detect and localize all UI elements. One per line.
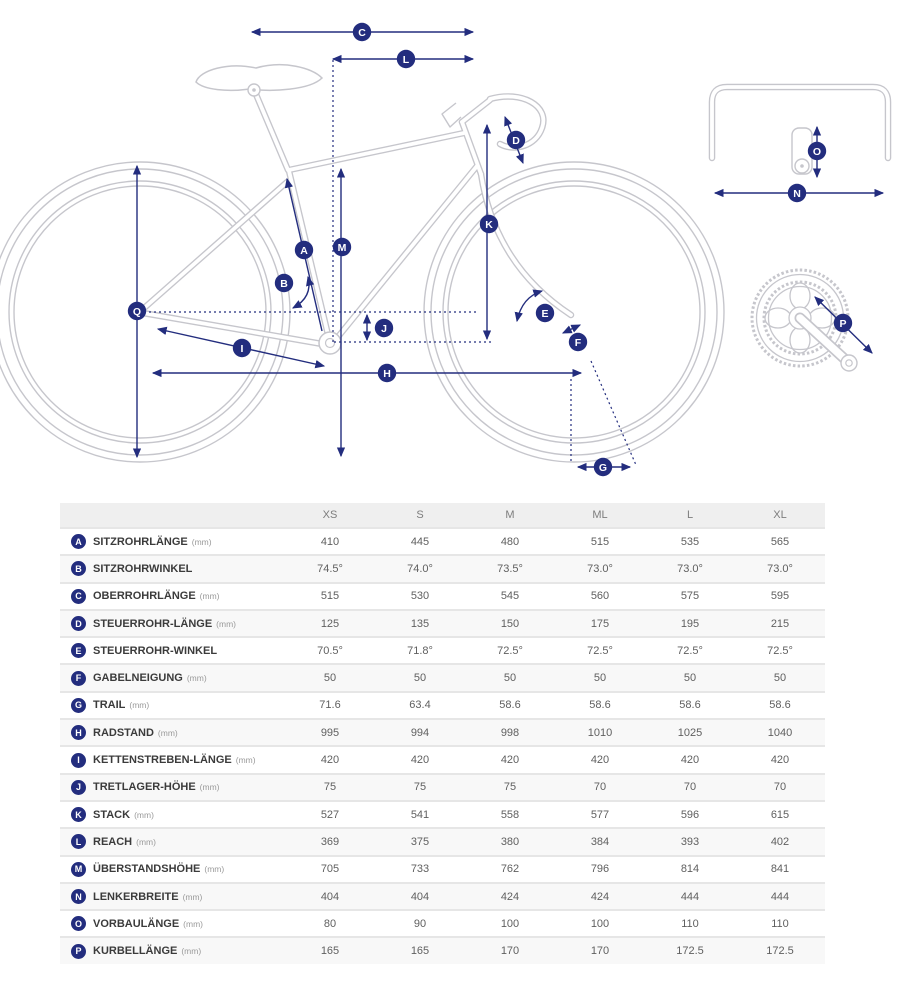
row-label: SITZROHRWINKEL [93, 562, 193, 575]
value-cell-f-s: 50 [413, 672, 427, 685]
table-row [60, 745, 825, 772]
value-cell-c-xl: 595 [770, 590, 790, 603]
row-label-cell [60, 944, 285, 959]
value-cell-i-m: 420 [500, 754, 520, 767]
value-cell-n-xl: 444 [770, 890, 790, 903]
row-marker-badge-o: O [71, 916, 86, 931]
diagram-marker-p [834, 314, 852, 332]
value-cell-d-m: 150 [500, 617, 520, 630]
diagram-marker-a [295, 241, 313, 259]
brake-hood [442, 103, 461, 127]
row-marker-badge-f: F [71, 671, 86, 686]
diagram-marker-b [275, 274, 293, 292]
value-cell-a-s: 445 [410, 535, 430, 548]
value-cell-o-xs: 80 [323, 917, 337, 930]
row-label-cell [60, 643, 285, 658]
diagram-marker-k [480, 215, 498, 233]
row-unit: (mm) [199, 782, 220, 793]
row-label-cell [60, 725, 285, 740]
value-cell-f-l: 50 [683, 672, 697, 685]
value-cell-h-xs: 995 [320, 726, 340, 739]
value-cell-b-xs: 74.5° [317, 562, 343, 575]
value-cell-e-l: 72.5° [677, 644, 703, 657]
row-label-cell [60, 834, 285, 849]
row-label-cell [60, 616, 285, 631]
value-cell-n-xs: 404 [320, 890, 340, 903]
value-cell-k-s: 541 [410, 808, 430, 821]
value-cell-d-l: 195 [680, 617, 700, 630]
row-label: STEUERROHR-WINKEL [93, 644, 218, 657]
value-cell-a-xs: 410 [320, 535, 340, 548]
value-cell-m-m: 762 [500, 863, 520, 876]
value-cell-p-xs: 165 [320, 945, 340, 958]
dim-arc-b [293, 277, 309, 308]
value-cell-b-l: 73.0° [677, 562, 703, 575]
row-label-cell [60, 671, 285, 686]
value-cell-o-ml: 100 [590, 917, 610, 930]
diagram-marker-n [788, 184, 806, 202]
value-cell-g-m: 58.6 [499, 699, 521, 712]
value-cell-m-xl: 841 [770, 863, 790, 876]
row-unit: (mm) [199, 591, 220, 602]
diagram-marker-c [353, 23, 371, 41]
row-unit: (mm) [183, 918, 203, 929]
value-cell-i-ml: 420 [590, 754, 610, 767]
value-cell-o-s: 90 [413, 917, 427, 930]
row-unit: (mm) [129, 700, 150, 711]
value-cell-l-ml: 384 [590, 835, 610, 848]
value-cell-p-s: 165 [410, 945, 430, 958]
value-cell-l-l: 393 [680, 835, 700, 848]
table-row [60, 609, 825, 636]
row-unit: (mm) [191, 536, 212, 547]
value-cell-g-s: 63.4 [409, 699, 431, 712]
geometry-table [60, 503, 825, 964]
value-cell-m-s: 733 [410, 863, 430, 876]
construction-lines [149, 60, 636, 465]
value-cell-e-xl: 72.5° [767, 644, 793, 657]
row-label: RADSTAND [93, 726, 154, 739]
row-label: ÜBERSTANDSHÖHE [93, 863, 201, 876]
value-cell-i-xs: 420 [320, 754, 340, 767]
row-unit: (mm) [235, 755, 256, 766]
row-unit: (mm) [216, 618, 236, 629]
value-cell-a-m: 480 [500, 535, 520, 548]
row-marker-badge-d: D [71, 616, 86, 631]
value-cell-a-xl: 565 [770, 535, 790, 548]
value-cell-i-s: 420 [410, 754, 430, 767]
value-cell-c-l: 575 [680, 590, 700, 603]
row-label: TRETLAGER-HÖHE [93, 781, 196, 794]
value-cell-g-ml: 58.6 [589, 699, 611, 712]
svg-text:A: A [300, 244, 308, 257]
row-marker-badge-h: H [71, 725, 86, 740]
table-header-row [60, 503, 825, 527]
value-cell-p-ml: 170 [590, 945, 610, 958]
value-cell-o-xl: 110 [771, 917, 789, 930]
row-label-cell [60, 807, 285, 822]
table-row [60, 691, 825, 718]
value-cell-i-xl: 420 [770, 754, 790, 767]
value-cell-b-xl: 73.0° [767, 562, 793, 575]
value-cell-n-ml: 424 [590, 890, 610, 903]
row-marker-badge-a: A [71, 534, 86, 549]
value-cell-d-s: 135 [410, 617, 430, 630]
row-label: KETTENSTREBEN-LÄNGE [93, 754, 232, 767]
column-header-ml: ML [592, 509, 608, 521]
value-cell-p-l: 172.5 [676, 945, 704, 958]
svg-text:D: D [512, 134, 520, 147]
row-label: KURBELLÄNGE [93, 945, 178, 958]
diagram-marker-l [397, 50, 415, 68]
value-cell-d-xl: 215 [770, 617, 790, 630]
value-cell-d-xs: 125 [320, 617, 340, 630]
row-label: SITZROHRLÄNGE [93, 535, 188, 548]
value-cell-l-m: 380 [500, 835, 520, 848]
table-row [60, 527, 825, 554]
table-row [60, 827, 825, 854]
row-marker-badge-i: I [71, 753, 86, 768]
value-cell-a-ml: 515 [590, 535, 610, 548]
svg-text:N: N [793, 187, 801, 200]
svg-text:O: O [812, 145, 822, 158]
row-unit: (mm) [157, 727, 178, 738]
table-row [60, 636, 825, 663]
value-cell-j-l: 70 [683, 781, 697, 794]
value-cell-k-xl: 615 [770, 808, 790, 821]
value-cell-k-xs: 527 [320, 808, 340, 821]
row-label-cell [60, 698, 285, 713]
diagram-marker-m [333, 238, 351, 256]
row-label-cell [60, 889, 285, 904]
row-unit: (mm) [136, 836, 156, 847]
row-marker-badge-p: P [71, 944, 86, 959]
row-label-cell [60, 916, 285, 931]
value-cell-a-l: 535 [680, 535, 700, 548]
pedal-eye [841, 355, 857, 371]
value-cell-h-ml: 1010 [587, 726, 613, 739]
value-cell-p-m: 170 [500, 945, 520, 958]
row-label-cell [60, 561, 285, 576]
value-cell-k-ml: 577 [590, 808, 610, 821]
table-row [60, 936, 825, 963]
value-cell-c-ml: 560 [590, 590, 610, 603]
value-cell-h-l: 1025 [677, 726, 703, 739]
column-header-l: L [686, 509, 694, 521]
value-cell-f-xs: 50 [323, 672, 337, 685]
svg-text:I: I [240, 342, 244, 355]
value-cell-g-xl: 58.6 [769, 699, 791, 712]
geometry-table-body [60, 527, 825, 964]
value-cell-o-l: 110 [681, 917, 699, 930]
value-cell-j-s: 75 [413, 781, 427, 794]
value-cell-j-m: 75 [503, 781, 517, 794]
row-label-cell [60, 862, 285, 877]
value-cell-i-l: 420 [680, 754, 700, 767]
svg-text:C: C [358, 26, 366, 39]
diagram-marker-e [536, 304, 554, 322]
row-unit: (mm) [182, 891, 203, 902]
diagram-marker-f [569, 333, 587, 351]
row-label: STEUERROHR-LÄNGE [93, 617, 213, 630]
value-cell-l-xs: 369 [320, 835, 340, 848]
value-cell-h-m: 998 [500, 726, 520, 739]
diagram-marker-q [128, 302, 146, 320]
row-marker-badge-n: N [71, 889, 86, 904]
value-cell-m-ml: 796 [590, 863, 610, 876]
svg-text:Q: Q [132, 305, 142, 318]
row-label-cell [60, 534, 285, 549]
table-row [60, 773, 825, 800]
value-cell-g-xs: 71.6 [319, 699, 341, 712]
bottom-bracket [319, 332, 341, 354]
table-row [60, 554, 825, 581]
value-cell-h-xl: 1040 [767, 726, 793, 739]
svg-text:F: F [574, 336, 582, 349]
row-marker-badge-l: L [71, 834, 86, 849]
svg-text:H: H [383, 367, 391, 380]
value-cell-f-m: 50 [503, 672, 517, 685]
value-cell-p-xl: 172.5 [766, 945, 794, 958]
row-label: GABELNEIGUNG [93, 672, 183, 685]
row-marker-badge-k: K [71, 807, 86, 822]
row-unit: (mm) [181, 946, 202, 957]
row-marker-badge-e: E [71, 643, 86, 658]
value-cell-m-xs: 705 [320, 863, 340, 876]
bike-geometry-diagram [0, 0, 911, 498]
row-unit: (mm) [186, 673, 207, 684]
diagram-marker-d [507, 131, 525, 149]
value-cell-h-s: 994 [410, 726, 430, 739]
value-cell-l-xl: 402 [770, 835, 790, 848]
value-cell-f-ml: 50 [593, 672, 607, 685]
column-header-s: S [416, 509, 424, 521]
value-cell-l-s: 375 [410, 835, 430, 848]
table-row [60, 909, 825, 936]
row-label-cell [60, 780, 285, 795]
bike-drawing [0, 65, 888, 462]
svg-text:G: G [598, 461, 608, 474]
table-row [60, 855, 825, 882]
row-label: TRAIL [93, 699, 126, 712]
row-label-cell [60, 589, 285, 604]
value-cell-n-s: 404 [410, 890, 430, 903]
column-header-xl: XL [773, 509, 787, 521]
value-cell-j-xl: 70 [773, 781, 787, 794]
value-cell-b-s: 74.0° [407, 562, 433, 575]
value-cell-k-l: 596 [680, 808, 700, 821]
diagram-marker-i [233, 339, 251, 357]
dim-arrow-f [563, 325, 580, 333]
row-unit: (mm) [204, 864, 225, 875]
diagram-marker-h [378, 364, 396, 382]
row-unit: (mm) [134, 809, 154, 820]
table-row [60, 582, 825, 609]
value-cell-b-ml: 73.0° [587, 562, 613, 575]
row-label: VORBAULÄNGE [93, 917, 180, 930]
table-row [60, 718, 825, 745]
svg-text:J: J [381, 322, 387, 335]
seat-clamp-bolt [252, 88, 256, 92]
row-marker-badge-b: B [71, 561, 86, 576]
diagram-marker-j [375, 319, 393, 337]
stem-bolt-dot [800, 164, 804, 168]
row-marker-badge-j: J [71, 780, 86, 795]
column-header-xs: XS [322, 509, 338, 521]
row-marker-badge-m: M [71, 862, 86, 877]
row-label: LENKERBREITE [93, 890, 179, 903]
value-cell-c-xs: 515 [320, 590, 340, 603]
value-cell-f-xl: 50 [773, 672, 787, 685]
diagram-marker-g [594, 458, 612, 476]
value-cell-j-ml: 70 [593, 781, 607, 794]
row-label: REACH [93, 835, 133, 848]
svg-text:E: E [541, 307, 549, 320]
row-marker-badge-g: G [71, 698, 86, 713]
row-label: OBERROHRLÄNGE [93, 590, 196, 603]
svg-text:L: L [402, 53, 410, 66]
value-cell-e-ml: 72.5° [587, 644, 613, 657]
table-row [60, 663, 825, 690]
value-cell-g-l: 58.6 [679, 699, 701, 712]
value-cell-c-m: 545 [500, 590, 520, 603]
value-cell-c-s: 530 [410, 590, 430, 603]
row-label: STACK [93, 808, 131, 821]
table-row [60, 800, 825, 827]
svg-text:K: K [485, 218, 493, 231]
diagram-marker-o [808, 142, 826, 160]
value-cell-e-s: 71.8° [407, 644, 433, 657]
svg-text:P: P [839, 317, 847, 330]
value-cell-m-l: 814 [680, 863, 700, 876]
table-row [60, 882, 825, 909]
value-cell-o-m: 100 [500, 917, 520, 930]
value-cell-n-m: 424 [500, 890, 520, 903]
value-cell-d-ml: 175 [590, 617, 610, 630]
value-cell-e-m: 72.5° [497, 644, 523, 657]
value-cell-n-l: 444 [680, 890, 700, 903]
column-header-m: M [505, 509, 515, 521]
row-label-cell [60, 753, 285, 768]
value-cell-j-xs: 75 [323, 781, 337, 794]
value-cell-e-xs: 70.5° [317, 644, 343, 657]
value-cell-k-m: 558 [500, 808, 520, 821]
svg-text:M: M [337, 241, 347, 254]
row-marker-badge-c: C [71, 589, 86, 604]
svg-text:B: B [280, 277, 288, 290]
value-cell-b-m: 73.5° [497, 562, 523, 575]
